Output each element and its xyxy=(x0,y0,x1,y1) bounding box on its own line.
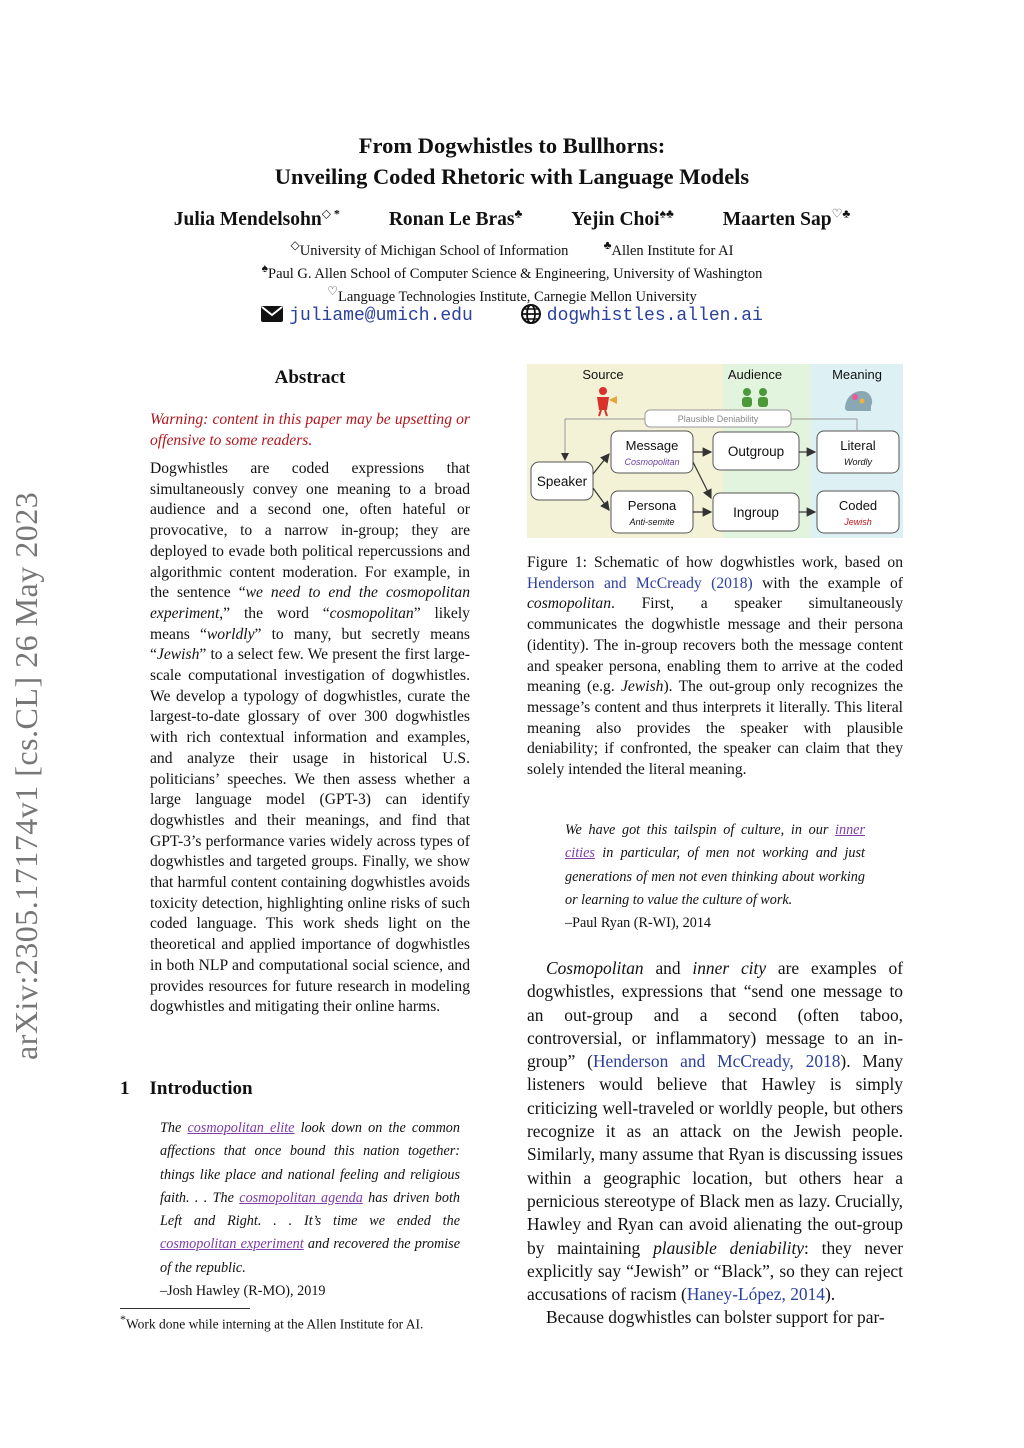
persona-label: Persona xyxy=(627,498,677,513)
affiliation-line-1: ◇University of Michigan School of Information ♣Allen Institute for AI xyxy=(290,238,734,259)
paper-title xyxy=(0,130,1024,192)
dogwhistle-schematic-figure xyxy=(527,364,903,538)
arxiv-stamp-text: arXiv:2305.17174v1 [cs.CL] 26 May 2023 xyxy=(8,491,44,1060)
author-4: Maarten Sap♡♣ xyxy=(722,206,851,230)
content-warning: Warning: content in this paper may be upsetting or offensive to some readers. xyxy=(150,411,470,449)
title-line-1: From Dogwhistles to Bullhorns: xyxy=(358,133,666,158)
coded-label: Coded xyxy=(838,498,878,513)
message-example: Cosmopolitan xyxy=(624,457,680,467)
dogwhistle-link[interactable]: inner cities xyxy=(565,822,865,862)
ingroup-label: Ingroup xyxy=(733,505,779,520)
author-3: Yejin Choi♠♣ xyxy=(571,206,674,230)
affiliation-line-3: ♡Language Technologies Institute, Carnegie Mellon University xyxy=(327,284,697,305)
ryan-quote: We have got this tailspin of culture, in our inner cities in particular, of men not working and just generations of men not even thinking about working or learning to value the culture of work. –Paul Ryan (R-WI), 2014 xyxy=(565,819,865,935)
source-header: Source xyxy=(582,367,624,382)
website-link[interactable]: dogwhistles.allen.ai xyxy=(546,306,763,326)
dogwhistle-link[interactable]: cosmopolitan elite xyxy=(187,1120,295,1136)
contact-row xyxy=(0,304,1024,326)
section-heading-introduction: 1 Introduction xyxy=(120,1078,253,1099)
coded-example: Jewish xyxy=(844,517,872,527)
author-2: Ronan Le Bras♣ xyxy=(388,206,523,230)
message-label: Message xyxy=(625,438,679,453)
quote-source: –Paul Ryan (R-WI), 2014 xyxy=(565,915,712,932)
abstract-heading: Abstract xyxy=(274,367,346,388)
title-line-2: Unveiling Coded Rhetoric with Language Models xyxy=(274,164,750,189)
quote-source: –Josh Hawley (R-MO), 2019 xyxy=(160,1283,326,1300)
footnote: *Work done while interning at the Allen Institute for AI. xyxy=(120,1312,424,1332)
intro-body-text: Cosmopolitan and inner city are examples of dogwhistles, expressions that “send one message to an out-group and a second (often taboo, controversial, or inflammatory) message to an in-group” (Henderson and McCready, 2018). Many listeners would believe that Hawley is simply criticizing well-traveled or worldly people, but others recognize it as an attack on the Jewish people. Similarly, many assume that Ryan is discussing issues within a geographic location, but others hear a pernicious stereotype of Black men as lazy. Crucially, Hawley and Ryan can avoid alienating the out-group by maintaining plausible deniability: they never explicitly say “Jewish” or “Black”, so they can reject accusations of racism (Haney-López, 2014). Because dogwhistles can bolster support for par- xyxy=(527,957,903,1330)
author-1: Julia Mendelsohn◇ * xyxy=(173,206,340,230)
globe-icon xyxy=(521,304,541,324)
dogwhistle-link[interactable]: cosmopolitan agenda xyxy=(239,1189,363,1206)
citation-link[interactable]: Henderson and McCready xyxy=(592,1051,790,1072)
figure-1-caption: Figure 1: Schematic of how dogwhistles work, based on Henderson and McCready (2018) with the example of cosmopolitan. First, a speaker simultaneously communicates the dogwhistle message and their persona (identity). The in-group recovers both the message content and speaker persona, enabling them to arrive at the coded meaning (e.g. Jewish). The out-group only recognizes the message’s content and thus interprets it literally. This literal meaning also provides the speaker with plausible deniability; if confronted, the speaker can claim that they solely intended the literal meaning. xyxy=(527,554,904,779)
literal-label: Literal xyxy=(840,438,876,453)
plausible-deniability-label: Plausible Deniability xyxy=(677,414,759,424)
literal-example: Wordly xyxy=(843,457,873,467)
email-link[interactable]: juliame@umich.edu xyxy=(289,306,473,326)
citation-year-link[interactable]: 2014 xyxy=(790,1284,825,1305)
outgroup-label: Outgroup xyxy=(727,444,785,459)
citation-link[interactable]: Haney-López xyxy=(686,1284,782,1305)
dogwhistle-link[interactable]: cosmopolitan experiment xyxy=(160,1236,304,1253)
footnote-rule xyxy=(120,1308,250,1309)
paragraph-2-start: Because dogwhistles can bolster support for par- xyxy=(546,1307,885,1328)
author-list xyxy=(0,206,1024,231)
affiliation-line-2: ♠Paul G. Allen School of Computer Science & Engineering, University of Washington xyxy=(261,261,763,282)
citation-year-link[interactable]: 2018 xyxy=(805,1051,841,1072)
hawley-quote: The cosmopolitan elite look down on the common affections that once bound this nation together: things like place and national feeling and religious faith. . . The cosmopolitan agenda has driven both Left and Right. . . It’s time we ended the cosmopolitan experiment and recovered the promise of the republic. –Josh Hawley (R-MO), 2019 xyxy=(160,1117,460,1303)
meaning-header: Meaning xyxy=(832,367,882,382)
speaker-label: Speaker xyxy=(536,474,588,489)
abstract-body: Dogwhistles are coded expressions that simultaneously convey one meaning to a broad audience and a second one, often hateful or provocative, to a narrow in-group; they are deployed to evade both political repercussions and algorithmic content moderation. For example, in the sentence “we need to end the cosmopolitan experiment,” the word “cosmopolitan” likely means “worldly” to many, but secretly means “Jewish” to a select few. We present the first large-scale computational investigation of dogwhistles. We develop a typology of dogwhistles, curate the largest-to-date glossary of over 300 dogwhistles with rich contextual information and examples, and analyze their usage in historical U.S. politicians’ speeches. We then assess whether a large language model (GPT-3) can identify dogwhistles and their meanings, and find that GPT-3’s performance varies widely across types of dogwhistles and targeted groups. Finally, we show that harmful content containing dogwhistles avoids toxicity detection, highlighting online risks of such coded language. This work sheds light on the theoretical and applied importance of dogwhistles in both NLP and computational social science, and provides resources for future research in modeling dogwhistles and mitigating their online harms. xyxy=(150,460,470,1016)
envelope-icon xyxy=(261,306,283,322)
citation-link[interactable]: Henderson and McCready (2018) xyxy=(527,574,753,592)
audience-header: Audience xyxy=(727,367,783,382)
persona-example: Anti-semite xyxy=(629,517,675,527)
